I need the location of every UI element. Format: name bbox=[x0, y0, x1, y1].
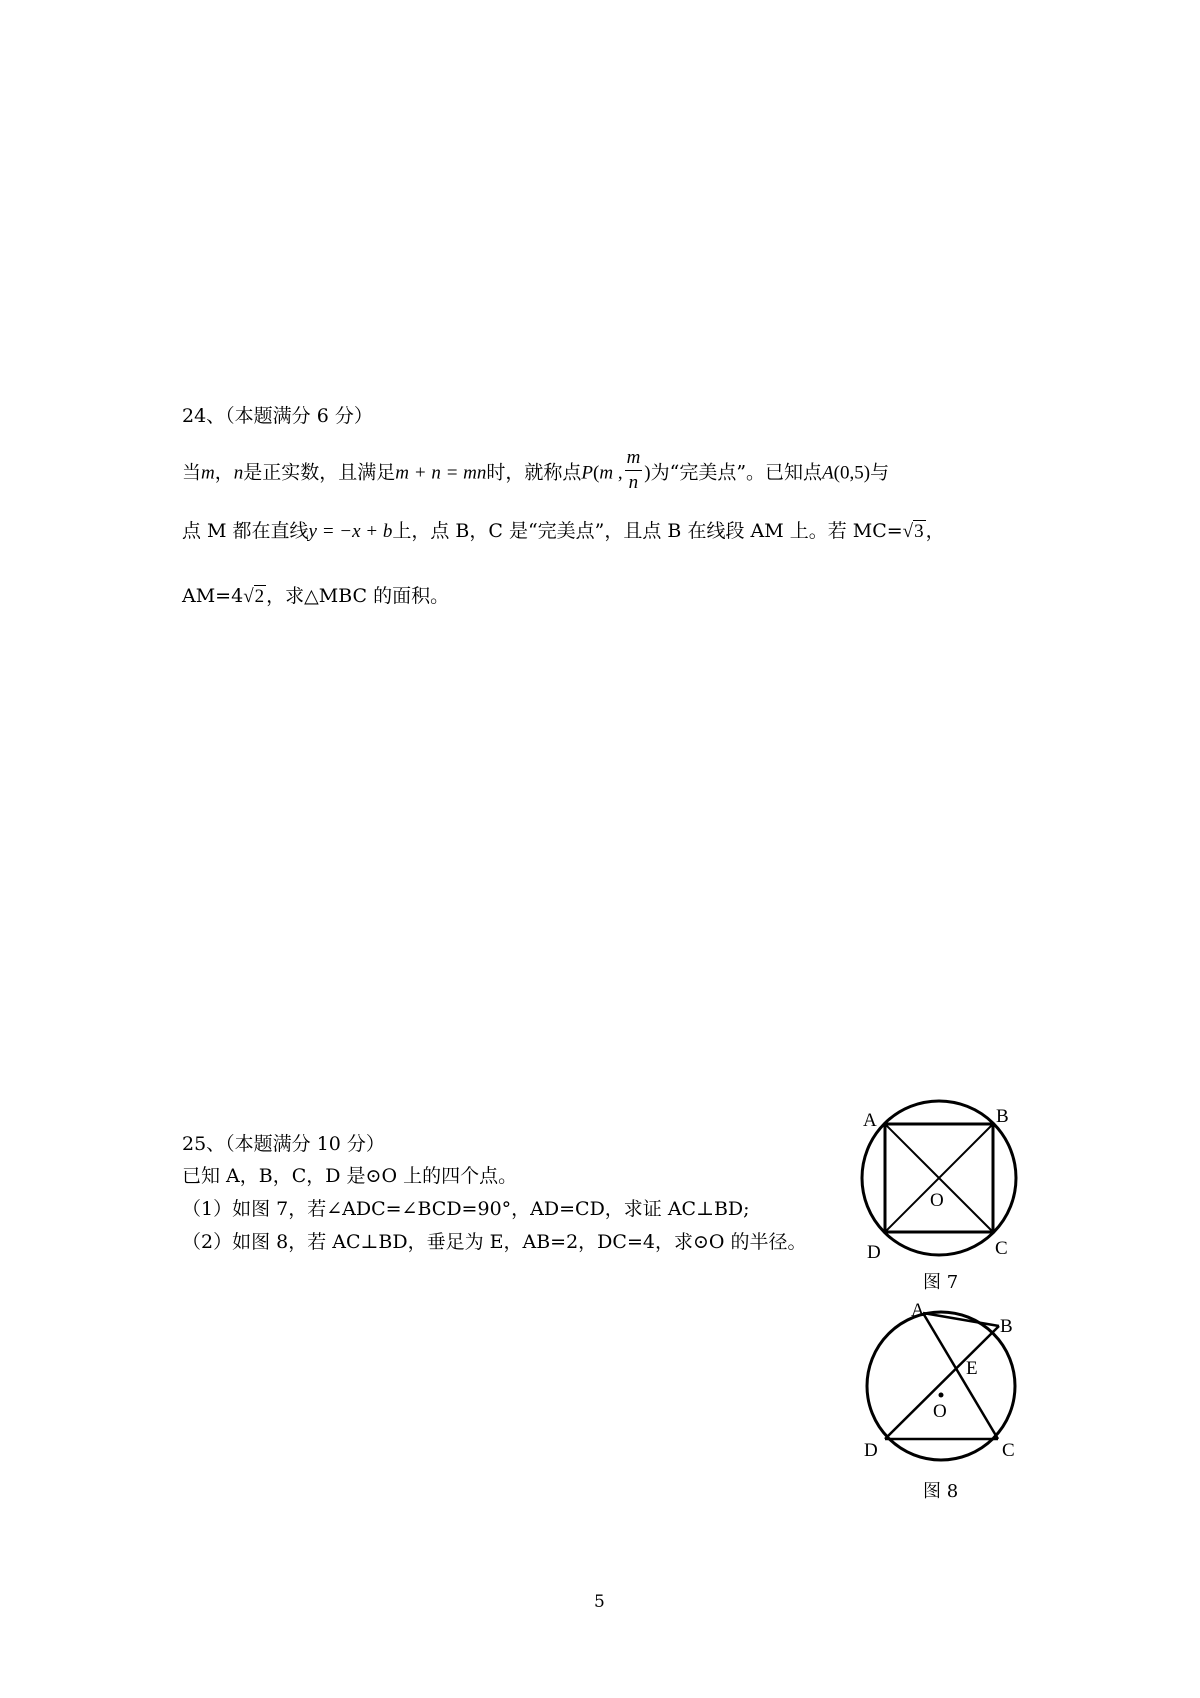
fig8-label-b: B bbox=[1000, 1316, 1013, 1337]
q24-line-1: 当m，n是正实数，且满足m + n = mn时，就称点P(m , $\frac{m}{n}$ )为“完美点”。已知点A(0,5)与 bbox=[182, 447, 890, 493]
fig7-label-c: C bbox=[995, 1238, 1008, 1259]
fig8-label-c: C bbox=[1002, 1440, 1015, 1461]
fig8-label-o: O bbox=[933, 1401, 947, 1422]
q25-line-1: 已知 A，B，C，D 是⊙O 上的四个点。 bbox=[182, 1165, 518, 1187]
fig8-label-d: D bbox=[864, 1440, 878, 1461]
page-number: 5 bbox=[594, 1592, 605, 1612]
figure-7 bbox=[855, 1095, 1035, 1295]
fig7-label-d: D bbox=[867, 1242, 881, 1263]
sqrt-3: √3 bbox=[902, 521, 924, 542]
q24-line-3: AM=4√2 ，求△MBC 的面积。 bbox=[182, 585, 450, 607]
q24-heading: 24、（本题满分 6 分） bbox=[182, 405, 373, 427]
q25-heading: 25、（本题满分 10 分） bbox=[182, 1133, 385, 1155]
q25-line-3: （2）如图 8，若 AC⊥BD，垂足为 E，AB=2，DC=4，求⊙O 的半径。 bbox=[182, 1231, 807, 1253]
fig7-label-o: O bbox=[930, 1190, 944, 1211]
fig8-center-dot bbox=[939, 1393, 944, 1398]
figure-8 bbox=[855, 1303, 1035, 1503]
fig8-caption: 图 8 bbox=[923, 1481, 959, 1502]
q25-line-2: （1）如图 7，若∠ADC=∠BCD=90°，AD=CD，求证 AC⊥BD; bbox=[182, 1198, 750, 1220]
q24-line-2: 点 M 都在直线y = −x + b上，点 B，C 是“完美点”，且点 B 在线段 AM 上。若 MC=√3 ， bbox=[182, 520, 945, 542]
fig8-label-a: A bbox=[911, 1303, 925, 1321]
fig7-label-a: A bbox=[863, 1110, 877, 1131]
fig7-caption: 图 7 bbox=[923, 1272, 959, 1293]
fig7-label-b: B bbox=[996, 1106, 1009, 1127]
fraction-m-over-n: $\frac{m}{n}$ bbox=[626, 447, 641, 493]
fig8-label-e: E bbox=[966, 1358, 978, 1379]
sqrt-2: √2 bbox=[243, 586, 265, 607]
